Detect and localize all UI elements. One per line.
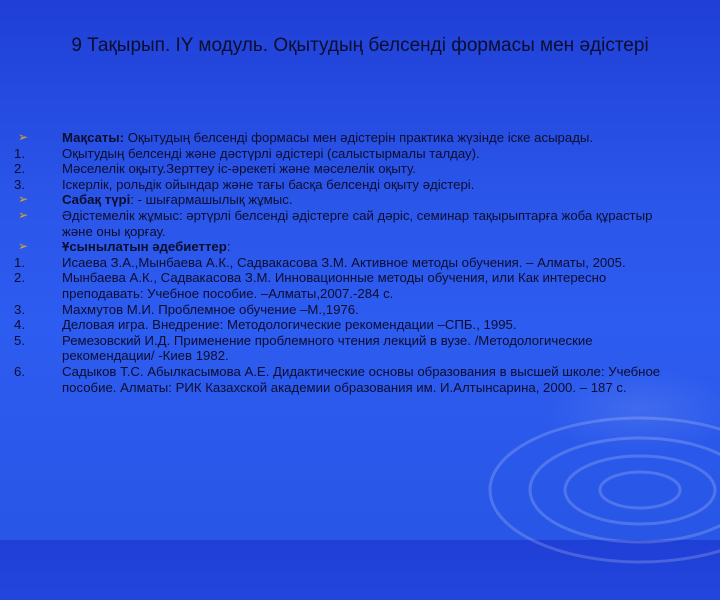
item-text: Деловая игра. Внедрение: Методологические рекомендации –СПБ., 1995. xyxy=(62,317,517,333)
item-number: 1. xyxy=(14,254,25,270)
item-text: Ремезовский И.Д. Применение проблемного чтения лекций в вузе. /Методологические рекомендации/ -Киев 1982. xyxy=(62,332,593,364)
bullet-item xyxy=(14,208,664,239)
item-heading: Мақсаты: xyxy=(62,130,125,145)
numbered-item xyxy=(14,255,664,271)
item-number: 4. xyxy=(14,317,25,333)
item-number: 3. xyxy=(14,176,25,192)
numbered-item xyxy=(14,177,664,193)
numbered-item xyxy=(14,333,664,364)
numbered-item xyxy=(14,270,664,301)
item-text: Садыков Т.С. Абылкасымова А.Е. Дидактические основы образования в высшей школе: Учебное пособие. Алматы: РИК Казахской академии образования им. И.Алтынсарина, 2000. – 187 с. xyxy=(62,363,661,395)
item-text: Махмутов М.И. Проблемное обучение –М.,1976. xyxy=(62,301,359,317)
slide-title: 9 Тақырып. IY модуль. Оқытудың белсенді формасы мен әдістері xyxy=(71,35,649,56)
arrow-bullet-icon: ➢ xyxy=(18,130,29,144)
numbered-item xyxy=(14,302,664,318)
numbered-item xyxy=(14,317,664,333)
item-number: 1. xyxy=(14,145,25,161)
arrow-bullet-icon: ➢ xyxy=(18,207,29,222)
item-number: 3. xyxy=(14,301,25,317)
item-text: : - шығармашылық жұмыс. xyxy=(130,192,293,208)
slide-body xyxy=(14,130,664,395)
item-text: Әдістемелік жұмыс: әртүрлі белсенді әдістерге сай дәріс, семинар тақырыптарға жоба құрастыр және оны қорғау. xyxy=(62,207,653,239)
numbered-item xyxy=(14,161,664,177)
item-text: Іскерлік, рольдік ойындар және тағы басқа белсенді оқыту әдістері. xyxy=(62,176,475,192)
item-text: Оқытудың белсенді және дәстүрлі әдістері (салыстырмалы талдау). xyxy=(62,145,480,161)
item-number: 6. xyxy=(14,363,25,379)
item-text: : xyxy=(226,239,231,255)
item-heading: Ұсынылатын әдебиеттер xyxy=(62,239,227,255)
item-number: 2. xyxy=(14,270,25,286)
bullet-item xyxy=(14,192,664,208)
item-number: 2. xyxy=(14,161,25,177)
item-heading: Сабақ түрі xyxy=(62,192,131,208)
bullet-item xyxy=(14,130,664,146)
numbered-item xyxy=(14,364,664,395)
item-number: 5. xyxy=(14,332,25,348)
numbered-item xyxy=(14,146,664,162)
bullet-item xyxy=(14,239,664,255)
item-text: Мынбаева А.К., Садвакасова З.М. Инновационные методы обучения, или Как интересно преподавать: Учебное пособие. –Алматы,2007.-284 с. xyxy=(62,270,607,301)
item-text: Оқытудың белсенді формасы мен әдістерін практика жүзінде іске асырады. xyxy=(124,130,594,145)
arrow-bullet-icon: ➢ xyxy=(18,192,29,207)
arrow-bullet-icon: ➢ xyxy=(18,239,29,254)
item-text: Мәселелік оқыту.Зерттеу іс-әрекеті және мәселелік оқыту. xyxy=(62,161,416,177)
item-text: Исаева З.А.,Мынбаева А.К., Садвакасова З.М. Активное методы обучения. – Алматы, 2005. xyxy=(62,254,626,270)
